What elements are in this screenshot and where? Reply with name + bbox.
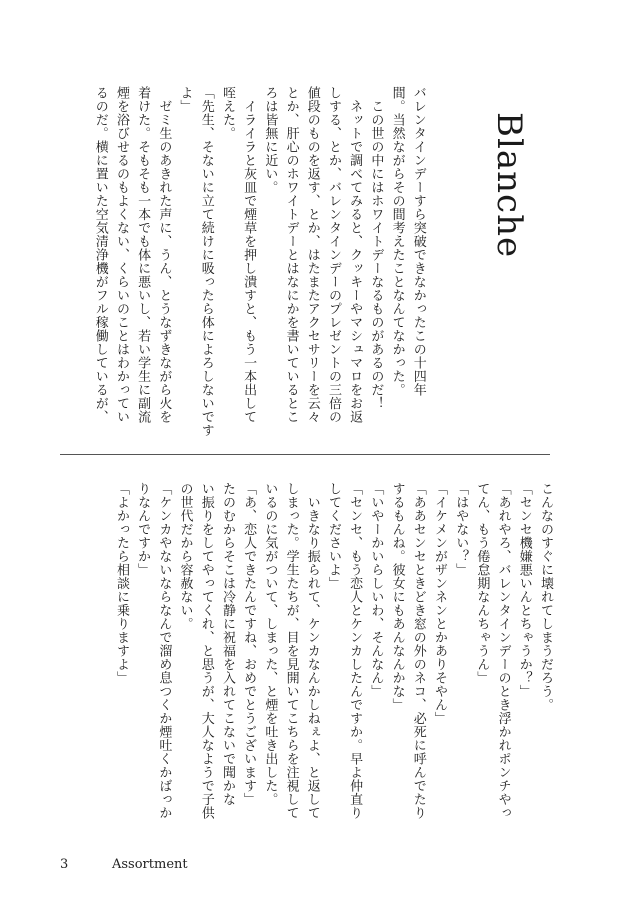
text-line: こんなのすぐに壊れてしまうだろう。 bbox=[538, 482, 553, 712]
text-line: 間。当然ながらその間考えたことなんてなかった。 bbox=[389, 86, 405, 397]
text-line: ろは皆無に近い。 bbox=[262, 86, 278, 194]
text-line: 「センセ機嫌悪いんとちゃうか？」 bbox=[516, 482, 532, 698]
text-line bbox=[471, 86, 492, 442]
chapter-title: Blanche bbox=[489, 112, 529, 259]
text-line: してくださいよ」 bbox=[325, 482, 341, 590]
text-line: たのむからそこは冷静に祝福を入れてこないで聞かな bbox=[219, 482, 235, 806]
text-line bbox=[492, 86, 513, 442]
text-line: 「よかったら相談に乗りますよ」 bbox=[113, 482, 129, 685]
text-line: 煙を浴びせるのもよくない、くらいのことはわかってい bbox=[113, 86, 129, 424]
text-line: 「ああセンセときどき窓の外のネコ、必死に呼んでたり bbox=[410, 482, 426, 820]
text-line: 「いやーかいらしいわ、そんなん」 bbox=[368, 482, 384, 698]
text-line: いるのに気がついて、しまった、と煙を吐き出した。 bbox=[262, 482, 278, 806]
text-line: いきなり振られて、ケンカなんかしねぇよ、と返して bbox=[304, 482, 320, 820]
text-line: 「センセ、もう恋人とケンカしたんですか。早よ仲直り bbox=[347, 482, 363, 820]
text-line: 「あ、恋人できたんですね、おめでとうございます」 bbox=[241, 482, 257, 806]
text-line: てん、もう倦怠期なんちゃうん」 bbox=[474, 482, 490, 685]
text-line: るのだ。横に置いた空気清浄機がフル稼働しているが、 bbox=[92, 86, 108, 424]
section-divider bbox=[60, 454, 550, 455]
text-line: この世の中にはホワイトデーなるものがあるのだ！ bbox=[368, 86, 384, 410]
text-line bbox=[514, 86, 535, 442]
text-line: しする、とか、バレンタインデーのプレゼントの三倍の bbox=[325, 86, 341, 424]
text-line: の世代だから容赦ない。 bbox=[177, 482, 193, 631]
text-line: りなんですか」 bbox=[135, 482, 151, 577]
text-line bbox=[535, 86, 556, 442]
text-line: よ」 bbox=[177, 86, 193, 113]
upper-text-block bbox=[90, 86, 556, 442]
text-line: イライラと灰皿で煙草を押し潰すと、もう一本出して bbox=[241, 86, 257, 424]
text-line: 着けた。そもそも一本でも体に悪いし、若い学生に副流 bbox=[135, 86, 151, 424]
text-line: 「先生、そないに立て続けに吸ったら体によろしないです bbox=[198, 86, 214, 437]
book-title: Assortment bbox=[112, 857, 188, 872]
text-line bbox=[450, 86, 471, 442]
page-footer bbox=[60, 857, 188, 872]
text-line: 「あれやろ、バレンタインデーのとき浮かれポンチやっ bbox=[495, 482, 511, 820]
text-line: ネットで調べてみると、クッキーやマシュマロをお返 bbox=[347, 86, 363, 424]
text-line: しまった。学生たちが、目を見開いてこちらを注視して bbox=[283, 482, 299, 820]
text-line: ゼミ生のあきれた声に、うん、とうなずきながら火を bbox=[156, 86, 172, 424]
text-line: とか、肝心のホワイトデーとはなにかを書いているとこ bbox=[283, 86, 299, 424]
page-number: 3 bbox=[60, 857, 69, 872]
text-line bbox=[429, 86, 450, 442]
text-line: い振りをしてやってくれ、と思うが、大人なようで子供 bbox=[198, 482, 214, 820]
text-line: 咥えた。 bbox=[219, 86, 235, 140]
text-line: バレンタインデーすら突破できなかったこの十四年 bbox=[410, 86, 426, 397]
text-line: 「ケンカやないならなんで溜め息つくか煙吐くかばっか bbox=[156, 482, 172, 820]
lower-text-block bbox=[111, 482, 556, 844]
text-line: 「イケメンがザンネンとかありそやん」 bbox=[431, 482, 447, 725]
text-line: 「はやない？」 bbox=[453, 482, 469, 577]
text-line: するもんね。彼女にもあんなんかな」 bbox=[389, 482, 405, 712]
text-line: 値段のものを返す、とか、はたまたアクセサリーを云々 bbox=[304, 86, 320, 424]
